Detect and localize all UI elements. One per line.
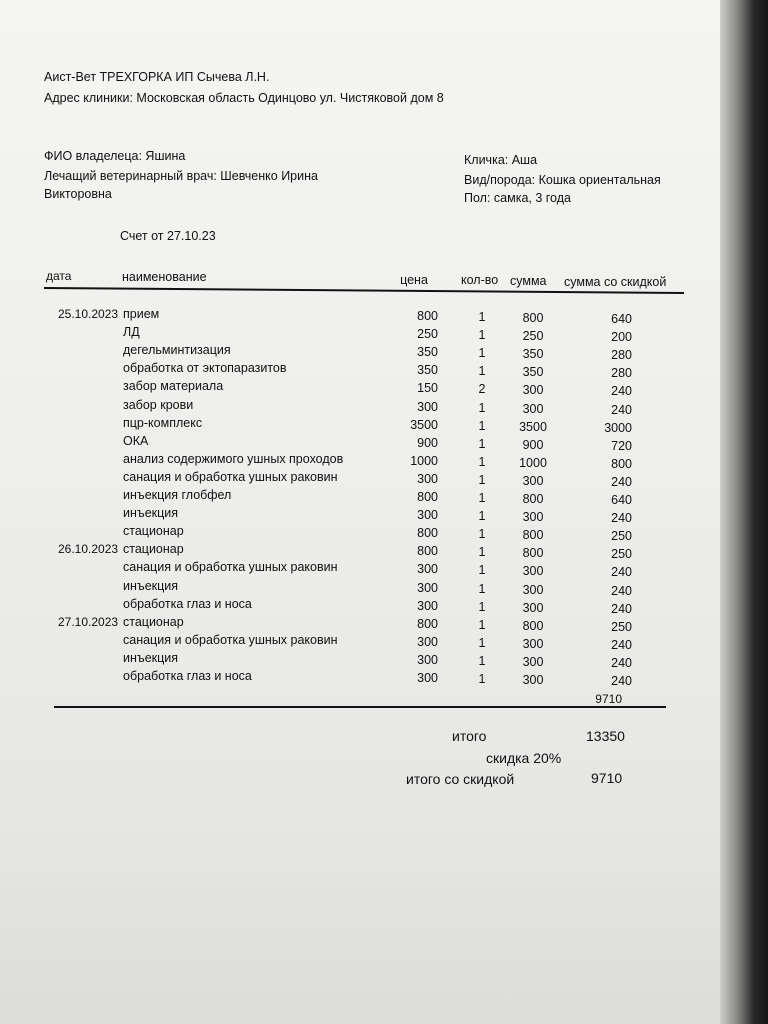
discounted-total-label: итого со скидкой <box>406 771 515 787</box>
clinic-address: Адрес клиники: Московская область Одинцово ул. Чистяковой дом 8 <box>44 91 444 105</box>
cell-price: 300 <box>417 399 438 414</box>
cell-name: инъекция глобфел <box>123 488 232 502</box>
cell-qty: 1 <box>478 599 486 614</box>
cell-qty: 1 <box>478 328 486 343</box>
cell-price: 300 <box>417 562 438 577</box>
cell-price: 300 <box>417 634 438 649</box>
cell-sum: 800 <box>522 528 544 543</box>
cell-date: 26.10.2023 <box>58 542 119 557</box>
cell-price: 350 <box>417 363 438 378</box>
cell-discounted: 200 <box>611 330 632 345</box>
cell-sum: 800 <box>522 618 544 633</box>
invoice-title: Счет от 27.10.23 <box>120 229 216 243</box>
total-value: 13350 <box>586 728 625 744</box>
cell-qty: 2 <box>478 382 486 397</box>
cell-name: ЛД <box>123 325 140 340</box>
cell-sum: 300 <box>522 673 544 687</box>
cell-sum: 300 <box>522 582 544 597</box>
cell-discounted: 240 <box>611 601 632 616</box>
cell-qty: 1 <box>478 454 486 469</box>
cell-qty: 1 <box>478 472 486 487</box>
cell-price: 800 <box>417 616 438 631</box>
cell-price: 3500 <box>410 417 438 432</box>
cell-price: 300 <box>417 508 438 523</box>
cell-name: обработка от эктопаразитов <box>123 361 287 376</box>
cell-qty: 1 <box>478 581 486 596</box>
cell-discounted: 280 <box>611 348 632 363</box>
cell-qty: 1 <box>478 653 486 668</box>
cell-name: анализ содержимого ушных проходов <box>123 451 344 466</box>
cell-sum: 250 <box>522 329 544 344</box>
cell-qty: 1 <box>478 364 486 379</box>
cell-discounted: 240 <box>611 511 632 526</box>
cell-qty: 1 <box>478 491 486 505</box>
cell-qty: 1 <box>478 418 486 433</box>
cell-sum: 300 <box>522 600 544 615</box>
col-header-qty: кол-во <box>461 273 499 287</box>
cell-discounted: 240 <box>611 474 632 489</box>
cell-discounted: 240 <box>611 402 632 417</box>
pet-species: Вид/порода: Кошка ориентальная <box>464 173 661 187</box>
col-header-name: наименование <box>122 270 207 284</box>
cell-date: 27.10.2023 <box>58 614 119 629</box>
column-total: 9710 <box>595 692 622 706</box>
cell-sum: 300 <box>522 564 544 579</box>
cell-discounted: 640 <box>611 312 632 326</box>
cell-sum: 300 <box>522 401 544 416</box>
discounted-total-value: 9710 <box>591 770 623 786</box>
cell-discounted: 800 <box>611 456 632 471</box>
footer-rule <box>54 706 666 708</box>
cell-price: 150 <box>417 381 438 396</box>
cell-qty: 1 <box>478 509 486 524</box>
cell-name: санация и обработка ушных раковин <box>123 469 338 484</box>
cell-discounted: 240 <box>611 583 632 598</box>
cell-name: санация и обработка ушных раковин <box>123 560 338 575</box>
cell-sum: 1000 <box>519 455 547 470</box>
cell-date: 25.10.2023 <box>58 307 119 321</box>
cell-discounted: 640 <box>611 493 632 507</box>
cell-price: 300 <box>417 471 438 486</box>
cell-discounted: 240 <box>611 674 632 688</box>
cell-name: стационар <box>123 542 184 557</box>
cell-sum: 350 <box>522 347 544 362</box>
cell-discounted: 250 <box>611 547 632 562</box>
cell-name: обработка глаз и носа <box>123 596 252 611</box>
owner-name: ФИО владелеца: Яшина <box>44 149 186 163</box>
cell-price: 900 <box>417 435 438 450</box>
cell-price: 800 <box>417 490 438 504</box>
cell-discounted: 250 <box>611 619 632 634</box>
cell-name: обработка глаз и носа <box>123 669 252 683</box>
cell-price: 800 <box>417 526 438 541</box>
cell-qty: 1 <box>478 310 486 324</box>
pet-sex-age: Пол: самка, 3 года <box>464 191 571 205</box>
doctor-name-line2: Викторовна <box>44 187 112 201</box>
cell-qty: 1 <box>478 617 486 632</box>
total-label: итого <box>452 728 487 744</box>
col-header-sum: сумма <box>510 274 547 288</box>
cell-name: инъекция <box>123 506 179 521</box>
cell-discounted: 240 <box>611 565 632 580</box>
cell-name: инъекция <box>123 578 179 593</box>
cell-name: стационар <box>123 524 184 539</box>
cell-qty: 1 <box>478 672 486 686</box>
cell-sum: 800 <box>522 492 544 506</box>
cell-name: забор крови <box>123 397 194 412</box>
cell-price: 300 <box>417 580 438 595</box>
cell-discounted: 240 <box>611 655 632 670</box>
cell-name: дегельминтизация <box>123 343 231 358</box>
cell-name: санация и обработка ушных раковин <box>123 632 338 647</box>
cell-name: стационар <box>123 614 184 629</box>
discount-label: скидка 20% <box>486 750 562 766</box>
cell-name: забор материала <box>123 379 224 394</box>
cell-qty: 1 <box>478 545 486 560</box>
cell-qty: 1 <box>478 527 486 542</box>
cell-price: 800 <box>417 544 438 559</box>
cell-name: прием <box>123 307 160 321</box>
cell-discounted: 250 <box>611 529 632 544</box>
cell-sum: 900 <box>522 437 544 452</box>
cell-price: 300 <box>417 598 438 613</box>
cell-sum: 300 <box>522 654 544 669</box>
cell-qty: 1 <box>478 346 486 361</box>
clinic-name: Аист-Вет ТРЕХГОРКА ИП Сычева Л.Н. <box>44 70 270 84</box>
cell-price: 1000 <box>410 453 438 468</box>
cell-qty: 1 <box>478 563 486 578</box>
cell-price: 800 <box>417 309 438 323</box>
cell-qty: 1 <box>478 436 486 451</box>
cell-name: ОКА <box>123 433 149 448</box>
cell-qty: 1 <box>478 635 486 650</box>
cell-price: 250 <box>417 327 438 342</box>
col-header-price: цена <box>400 273 428 287</box>
cell-sum: 350 <box>522 365 544 380</box>
cell-price: 350 <box>417 345 438 360</box>
cell-discounted: 240 <box>611 637 632 652</box>
cell-sum: 300 <box>522 636 544 651</box>
paper-edge-shadow <box>720 0 768 1024</box>
cell-sum: 300 <box>522 473 544 488</box>
cell-qty: 1 <box>478 400 486 415</box>
doctor-name-line1: Лечащий ветеринарный врач: Шевченко Ирина <box>44 169 318 183</box>
cell-sum: 3500 <box>519 419 547 434</box>
cell-discounted: 720 <box>611 438 632 453</box>
cell-sum: 300 <box>522 383 544 398</box>
col-header-discounted: сумма со скидкой <box>564 275 667 289</box>
cell-price: 300 <box>417 652 438 667</box>
cell-name: пцр-комплекс <box>123 415 203 430</box>
cell-sum: 800 <box>522 311 544 325</box>
col-header-date: дата <box>46 269 72 283</box>
cell-price: 300 <box>417 671 438 685</box>
pet-name: Кличка: Аша <box>464 153 538 167</box>
cell-sum: 800 <box>522 546 544 561</box>
cell-discounted: 280 <box>611 366 632 381</box>
cell-discounted: 240 <box>611 384 632 399</box>
cell-discounted: 3000 <box>604 420 632 435</box>
cell-sum: 300 <box>522 510 544 525</box>
cell-name: инъекция <box>123 650 179 665</box>
